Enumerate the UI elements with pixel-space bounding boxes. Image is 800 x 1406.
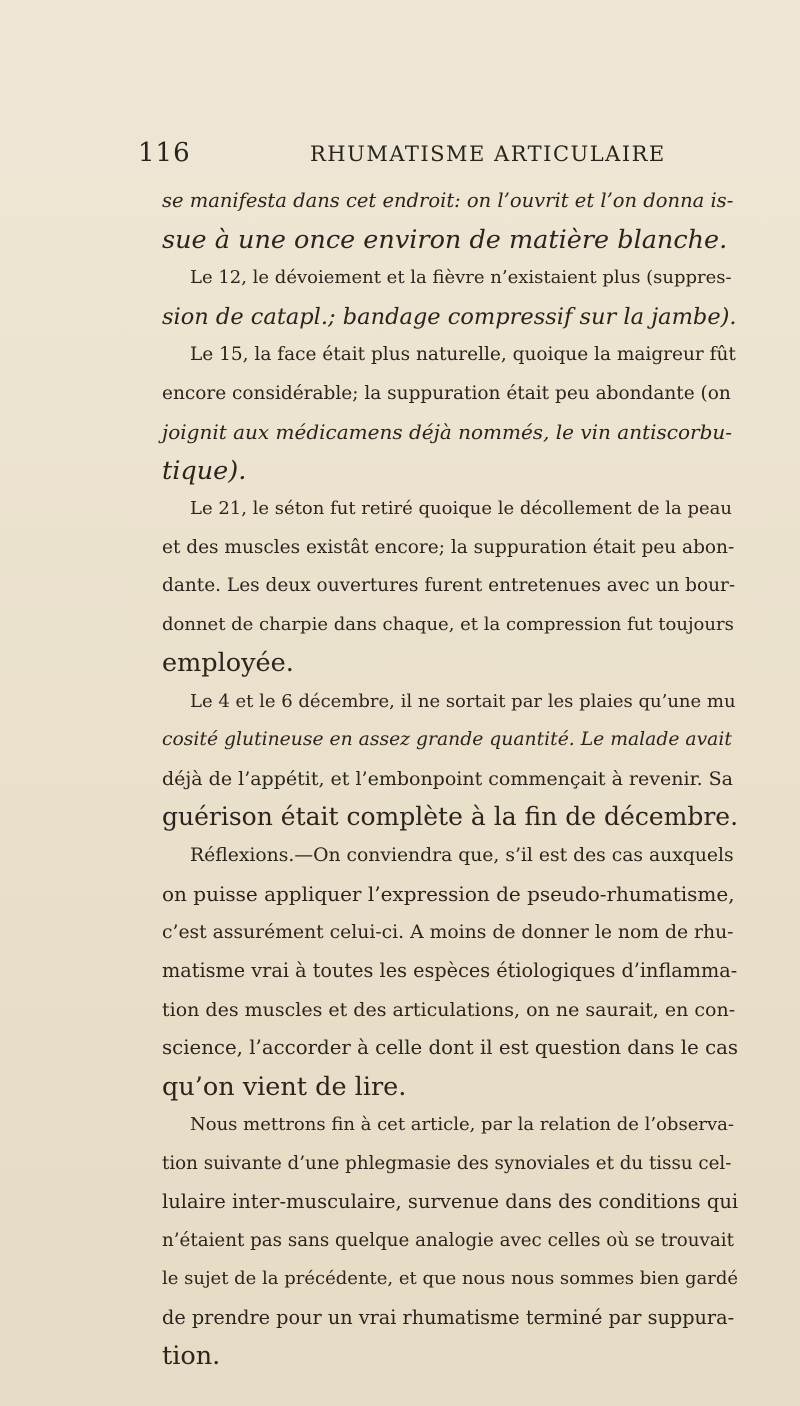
text-line: qu’on vient de lire. (162, 1071, 407, 1102)
page-number: 116 (138, 138, 191, 168)
paragraph-line: Le 15, la face était plus naturelle, quoique la maigreur fût (190, 344, 736, 365)
text-line: tion des muscles et des articulations, on ne saurait, en con- (162, 998, 736, 1021)
text-line: employée. (162, 648, 294, 678)
text-line: déjà de l’appétit, et l’embonpoint commençait à revenir. Sa (162, 767, 733, 790)
text-line: dante. Les deux ouvertures furent entretenues avec un bour- (162, 575, 736, 596)
text-line: guérison était complète à la fin de décembre. (162, 802, 739, 831)
text-line: et des muscles existât encore; la suppuration était peu abon- (162, 536, 735, 558)
text-line: sue à une once environ de matière blanche. (162, 224, 728, 255)
paragraph-line: Réflexions.—On conviendra que, s’il est des cas auxquels (190, 844, 734, 866)
paragraph-line: Le 4 et le 6 décembre, il ne sortait par les plaies qu’une mu (190, 690, 736, 712)
text-line: matisme vrai à toutes les espèces étiologiques d’inflamma- (162, 959, 738, 982)
text-line: tique). (162, 455, 247, 486)
paragraph-line: Nous mettrons fin à cet article, par la relation de l’observa- (190, 1114, 734, 1135)
page-header (0, 138, 800, 178)
text-line: de prendre pour un vrai rhumatisme terminé par suppura- (162, 1305, 735, 1329)
text-line: lulaire inter-musculaire, survenue dans des conditions qui (162, 1190, 739, 1213)
text-line: donnet de charpie dans chaque, et la compression fut toujours (162, 613, 734, 635)
text-line: le sujet de la précédente, et que nous nous sommes bien gardé (162, 1268, 739, 1289)
text-line: se manifesta dans cet endroit: on l’ouvrit et l’on donna is- (162, 189, 734, 212)
text-line: tion. (162, 1341, 221, 1371)
text-line: c’est assurément celui-ci. A moins de donner le nom de rhu- (162, 921, 734, 943)
paragraph-line: Le 21, le séton fut retiré quoique le décollement de la peau (190, 498, 732, 519)
text-line: n’étaient pas sans quelque analogie avec celles où se trouvait (162, 1229, 734, 1251)
body-text (162, 182, 738, 1376)
running-title: RHUMATISME ARTICULAIRE (310, 142, 666, 166)
text-line: cosité glutineuse en assez grande quantité. Le malade avait (162, 729, 732, 750)
text-line: encore considérable; la suppuration était peu abondante (on (162, 382, 731, 404)
text-line: sion de catapl.; bandage compressif sur la jambe). (162, 303, 737, 330)
text-line: on puisse appliquer l’expression de pseudo-rhumatisme, (162, 882, 735, 906)
text-line: tion suivante d’une phlegmasie des synoviales et du tissu cel- (162, 1152, 732, 1174)
text-line: joignit aux médicamens déjà nommés, le vin antiscorbu- (162, 420, 733, 444)
text-line: science, l’accorder à celle dont il est question dans le cas (162, 1036, 739, 1059)
paragraph-line: Le 12, le dévoiement et la fièvre n’existaient plus (suppres- (190, 267, 732, 288)
